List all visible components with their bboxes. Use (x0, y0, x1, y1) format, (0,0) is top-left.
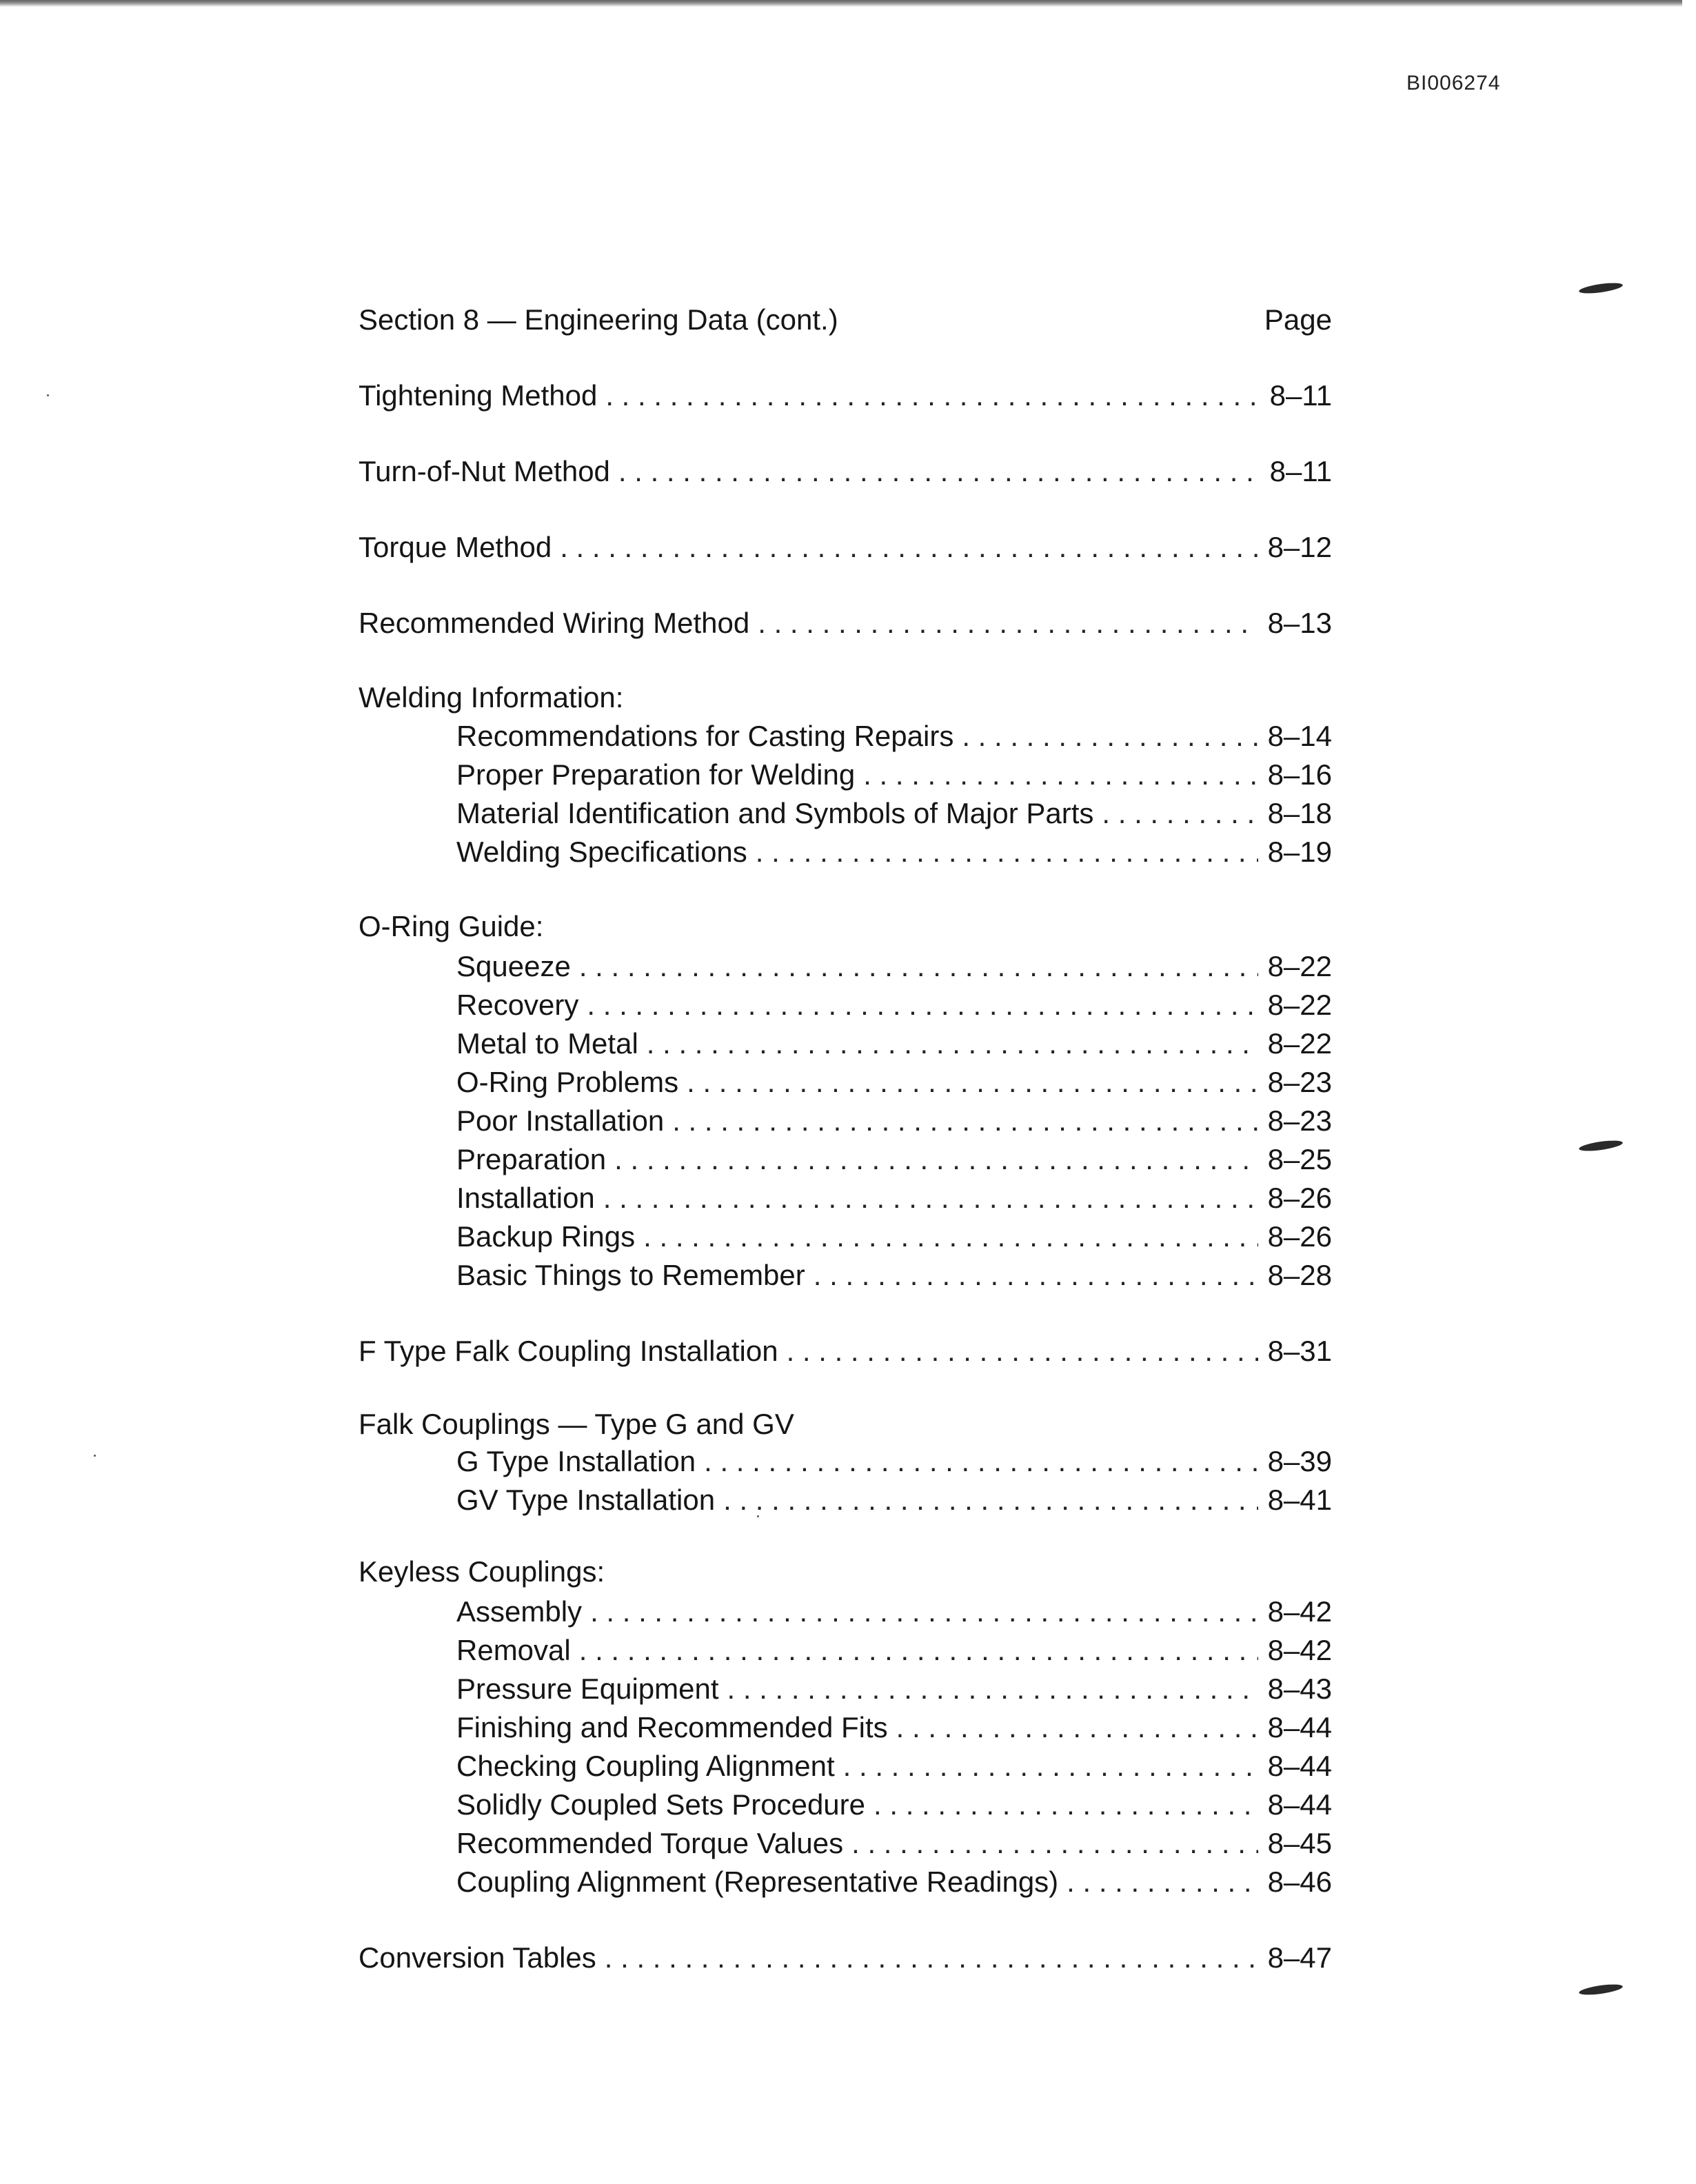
toc-entry-label: Recommended Torque Values (456, 1827, 844, 1859)
toc-entry-page: 8–45 (1267, 1827, 1332, 1859)
toc-entry-label: Pressure Equipment (456, 1672, 719, 1705)
toc-entry-label: Squeeze (456, 950, 571, 982)
toc-entry-page: 8–26 (1267, 1220, 1332, 1253)
toc-entry-page: 8–26 (1267, 1182, 1332, 1214)
group-heading: Keyless Couplings: (359, 1555, 605, 1588)
toc-subentry (456, 1177, 1332, 1219)
toc-subentry (456, 1023, 1332, 1064)
section-title: Section 8 — Engineering Data (cont.) (359, 303, 838, 336)
dot-leader (843, 1746, 1258, 1787)
toc-subentry (456, 754, 1332, 796)
dot-leader (579, 1630, 1258, 1671)
toc-subentry (456, 831, 1332, 873)
toc-entry-page: 8–41 (1267, 1484, 1332, 1516)
dot-leader (590, 1591, 1258, 1632)
group-heading: Falk Couplings — Type G and GV (359, 1408, 794, 1440)
dot-leader (962, 716, 1258, 757)
dot-leader (605, 1937, 1258, 1979)
toc-entry-label: Removal (456, 1634, 571, 1666)
toc-entry-page: 8–11 (1269, 379, 1332, 412)
toc-subentry (456, 1255, 1332, 1296)
toc-entry-label: Recommended Wiring Method (359, 607, 750, 639)
toc-subentry (456, 1630, 1332, 1671)
toc-entry-page: 8–31 (1267, 1335, 1332, 1367)
toc-entry-page: 8–16 (1267, 758, 1332, 791)
toc-entry-page: 8–25 (1267, 1143, 1332, 1175)
dot-leader (874, 1784, 1258, 1826)
group-heading: Welding Information: (359, 681, 624, 714)
toc-entry-page: 8–46 (1267, 1866, 1332, 1898)
scan-speck (47, 394, 49, 396)
toc-entry-label: Turn-of-Nut Method (359, 455, 610, 487)
toc-entry-label: Checking Coupling Alignment (456, 1750, 835, 1782)
toc-entry-page: 8–23 (1267, 1104, 1332, 1137)
toc-entry-label: G Type Installation (456, 1445, 696, 1477)
toc-entry-page: 8–11 (1269, 455, 1332, 487)
punch-hole-mark (1578, 281, 1623, 296)
dot-leader (758, 603, 1258, 644)
toc-entry-label: Preparation (456, 1143, 607, 1175)
dot-leader (1102, 793, 1258, 834)
dot-leader (851, 1823, 1258, 1864)
dot-leader (587, 984, 1258, 1026)
group-heading: O-Ring Guide: (359, 910, 544, 942)
dot-leader (614, 1139, 1258, 1180)
toc-entry-label: Basic Things to Remember (456, 1259, 805, 1291)
toc-entry-page: 8–42 (1267, 1634, 1332, 1666)
toc-entry-page: 8–12 (1267, 531, 1332, 563)
toc-entry-label: F Type Falk Coupling Installation (359, 1335, 778, 1367)
toc-entry-label: Assembly (456, 1595, 583, 1628)
toc-entry-page: 8–44 (1267, 1788, 1332, 1821)
toc-entry-label: Poor Installation (456, 1104, 665, 1137)
toc-subentry (456, 1062, 1332, 1103)
dot-leader (560, 527, 1258, 568)
toc-entry-page: 8–13 (1267, 607, 1332, 639)
toc-entry-page: 8–23 (1267, 1066, 1332, 1098)
dot-leader (863, 754, 1258, 796)
toc-subentry (456, 946, 1332, 987)
document-id: BI006274 (1406, 72, 1501, 94)
toc-entry-label: Material Identification and Symbols of Major Parts (456, 797, 1094, 829)
toc-entry-label: Recovery (456, 989, 579, 1021)
toc-entry-label: Welding Specifications (456, 836, 747, 868)
toc-entry-page: 8–43 (1267, 1672, 1332, 1705)
dot-leader (647, 1023, 1258, 1064)
toc-entry-page: 8–47 (1267, 1941, 1332, 1974)
toc-entry-page: 8–22 (1267, 950, 1332, 982)
toc-subentry (456, 1591, 1332, 1632)
dot-leader (727, 1668, 1258, 1710)
toc-entry-label: Backup Rings (456, 1220, 636, 1253)
dot-leader (687, 1062, 1258, 1103)
toc-entry-label: Conversion Tables (359, 1941, 596, 1974)
toc-subentry (456, 1441, 1332, 1482)
toc-subentry (456, 1746, 1332, 1787)
toc-entry-page: 8–19 (1267, 836, 1332, 868)
toc-entry (359, 527, 1332, 568)
toc-subentry (456, 984, 1332, 1026)
toc-entry-label: Solidly Coupled Sets Procedure (456, 1788, 866, 1821)
toc-entry-label: Metal to Metal (456, 1027, 638, 1060)
toc-subentry (456, 1784, 1332, 1826)
dot-leader (704, 1441, 1258, 1482)
toc-entry-page: 8–18 (1267, 797, 1332, 829)
toc-subentry (456, 1216, 1332, 1257)
dot-leader (643, 1216, 1258, 1257)
toc-entry (359, 375, 1332, 416)
toc-subentry (456, 716, 1332, 757)
toc-subentry (456, 1823, 1332, 1864)
toc-entry-label: GV Type Installation (456, 1484, 716, 1516)
toc-entry-label: Coupling Alignment (Representative Readings) (456, 1866, 1059, 1898)
punch-hole-mark (1578, 1983, 1623, 1997)
scan-edge (0, 0, 1682, 7)
dot-leader (672, 1100, 1258, 1142)
toc-entry (359, 1331, 1332, 1372)
toc-entry-label: Tightening Method (359, 379, 598, 412)
toc-entry-page: 8–44 (1267, 1750, 1332, 1782)
page-column-heading: Page (1264, 303, 1332, 336)
toc-entry-label: Recommendations for Casting Repairs (456, 720, 954, 752)
scan-speck (94, 1455, 96, 1457)
dot-leader (787, 1331, 1258, 1372)
punch-hole-mark (1578, 1139, 1623, 1153)
toc-entry (359, 1937, 1332, 1979)
toc-entry-page: 8–22 (1267, 1027, 1332, 1060)
toc-entry-label: Installation (456, 1182, 595, 1214)
toc-subentry (456, 1707, 1332, 1748)
toc-entry-label: Torque Method (359, 531, 552, 563)
toc-subentry (456, 1479, 1332, 1521)
dot-leader (605, 375, 1260, 416)
dot-leader (756, 831, 1258, 873)
toc-entry-page: 8–14 (1267, 720, 1332, 752)
toc-entry-label: Proper Preparation for Welding (456, 758, 856, 791)
toc-subentry (456, 1100, 1332, 1142)
toc-entry-label: Finishing and Recommended Fits (456, 1711, 888, 1743)
toc-entry-page: 8–22 (1267, 989, 1332, 1021)
dot-leader (603, 1177, 1258, 1219)
toc-header (359, 303, 1332, 345)
toc-entry-page: 8–42 (1267, 1595, 1332, 1628)
toc-subentry (456, 1668, 1332, 1710)
dot-leader (814, 1255, 1258, 1296)
dot-leader (723, 1479, 1258, 1521)
toc-entry-label: O-Ring Problems (456, 1066, 679, 1098)
toc-entry-page: 8–28 (1267, 1259, 1332, 1291)
toc-entry (359, 603, 1332, 644)
toc-subentry (456, 1861, 1332, 1903)
toc-entry-page: 8–39 (1267, 1445, 1332, 1477)
dot-leader (1067, 1861, 1258, 1903)
toc-entry (359, 451, 1332, 492)
toc-entry-page: 8–44 (1267, 1711, 1332, 1743)
dot-leader (896, 1707, 1258, 1748)
toc-subentry (456, 1139, 1332, 1180)
toc-subentry (456, 793, 1332, 834)
dot-leader (618, 451, 1260, 492)
dot-leader (579, 946, 1258, 987)
